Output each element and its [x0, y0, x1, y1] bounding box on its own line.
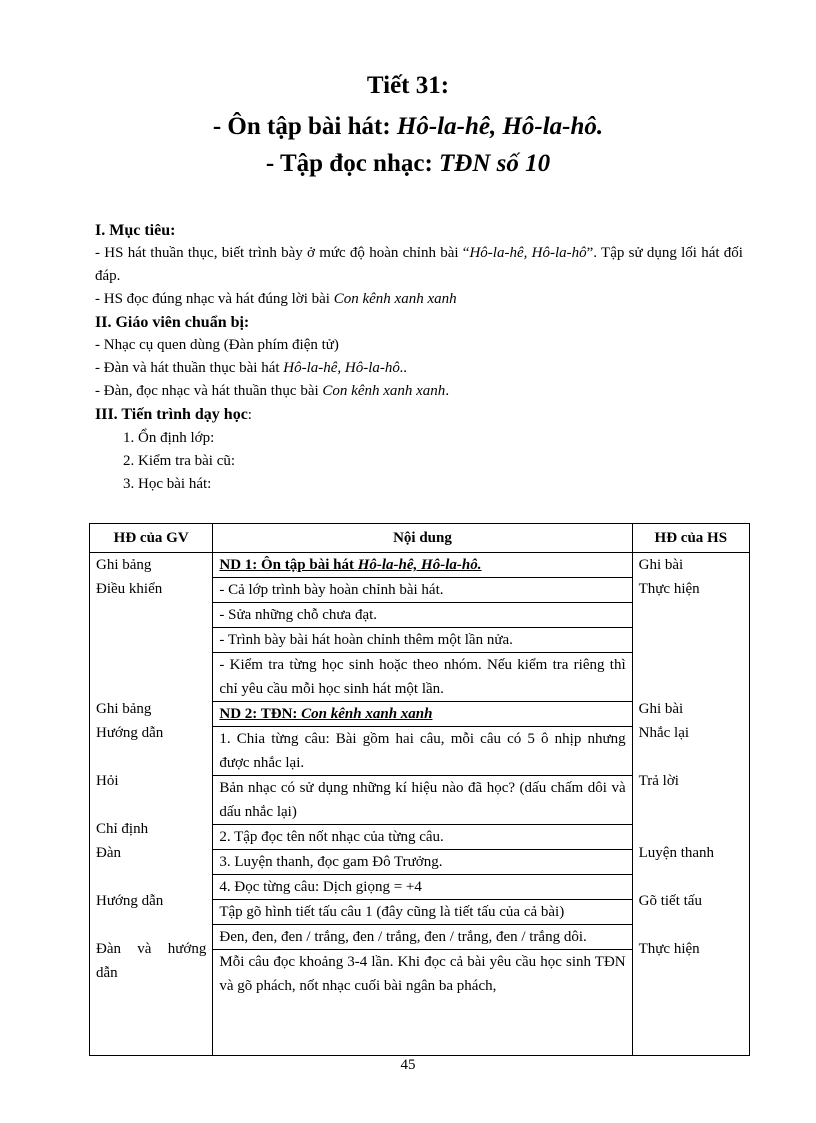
lesson-title-review: - Ôn tập bài hát: Hô-la-hê, Hô-la-hô.: [212, 113, 604, 140]
nd1-title: ND 1: Ôn tập bài hát Hô-la-hê, Hô-la-hô.: [219, 557, 482, 573]
header-student: HĐ của HS: [632, 524, 749, 553]
process-step-3: 3. Học bài hát:: [123, 476, 212, 492]
page-number: 45: [400, 1057, 416, 1073]
nd2-title: ND 2: TĐN: Con kênh xanh xanh: [219, 706, 433, 722]
preparation-1: - Nhạc cụ quen dùng (Đàn phím điện tử): [95, 337, 339, 353]
preparation-3: - Đàn, đọc nhạc và hát thuần thục bài Con kênh xanh xanh.: [95, 383, 450, 399]
header-teacher: HĐ của GV: [90, 524, 213, 553]
table-row: [90, 553, 750, 1056]
process-step-1: 1. Ổn định lớp:: [123, 430, 215, 446]
objectives-section: [95, 219, 743, 496]
objective-2: - HS đọc đúng nhạc và hát đúng lời bài Con kênh xanh xanh: [95, 291, 457, 307]
tdn-name: TĐN số 10: [439, 150, 551, 177]
preparation-heading: II. Giáo viên chuẩn bị:: [95, 314, 250, 331]
objective-1: - HS hát thuần thục, biết trình bày ở mức độ hoàn chỉnh bài “Hô-la-hê, Hô-la-hô”. Tập sử dụng lối hát đối đáp.: [95, 245, 743, 284]
preparation-2: - Đàn và hát thuần thục bài hát Hô-la-hê, Hô-la-hô..: [95, 360, 408, 376]
lesson-number: Tiết 31:: [366, 72, 450, 99]
teacher-activities: Ghi bảng Điều khiển Ghi bảng Hướng dẫn Hỏi Chỉ định Đàn Hướng dẫn Đàn và hướng dẫn: [90, 553, 213, 1056]
student-activities: Ghi bài Thực hiện Ghi bài Nhắc lại Trả lời Luyện thanh Gõ tiết tấu Thực hiện: [632, 553, 749, 1056]
content-cell: ND 1: Ôn tập bài hát Hô-la-hê, Hô-la-hô. - Cả lớp trình bày hoàn chỉnh bài hát. - Sửa những chỗ chưa đạt. - Trình bày bài hát hoàn chỉnh thêm một lần nửa. - Kiểm tra từng học sinh hoặc theo nhóm. Nếu kiểm tra riêng thì chỉ yêu cầu mỗi học sinh hát một lần. ND 2: TĐN: Con kênh xanh xanh 1. Chia từng câu: Bài gồm hai câu, mỗi câu có 5 ô nhịp nhưng được nhắc lại. Bản nhạc có sử dụng những kí hiệu nào đã học? (dấu chấm dôi và dấu nhắc lại) 2. Tập đọc tên nốt nhạc của từng câu. 3. Luyện thanh, đọc gam Đô Trưởng. 4. Đọc từng câu: Dịch giọng = +4 Tập gõ hình tiết tấu câu 1 (đây cũng là tiết tấu của cả bài) Đen, đen, đen / trắng, đen / trắng, đen / trắng, đen / trắng dôi. Mỗi câu đọc khoảng 3-4 lần. Khi đọc cả bài yêu cầu học sinh TĐN và gõ phách, nốt nhạc cuối bài ngân ba phách,: [213, 553, 632, 1056]
process-heading: III. Tiến trình dạy học:: [95, 406, 252, 423]
header-content: Nội dung: [213, 524, 632, 553]
lesson-title-sight-reading: - Tập đọc nhạc: TĐN số 10: [265, 150, 551, 177]
song-name: Hô-la-hê, Hô-la-hô.: [396, 113, 604, 140]
table-header-row: [90, 524, 750, 553]
lesson-plan-table: [89, 523, 750, 1056]
objectives-heading: I. Mục tiêu:: [95, 222, 176, 239]
process-step-2: 2. Kiểm tra bài cũ:: [123, 453, 236, 469]
